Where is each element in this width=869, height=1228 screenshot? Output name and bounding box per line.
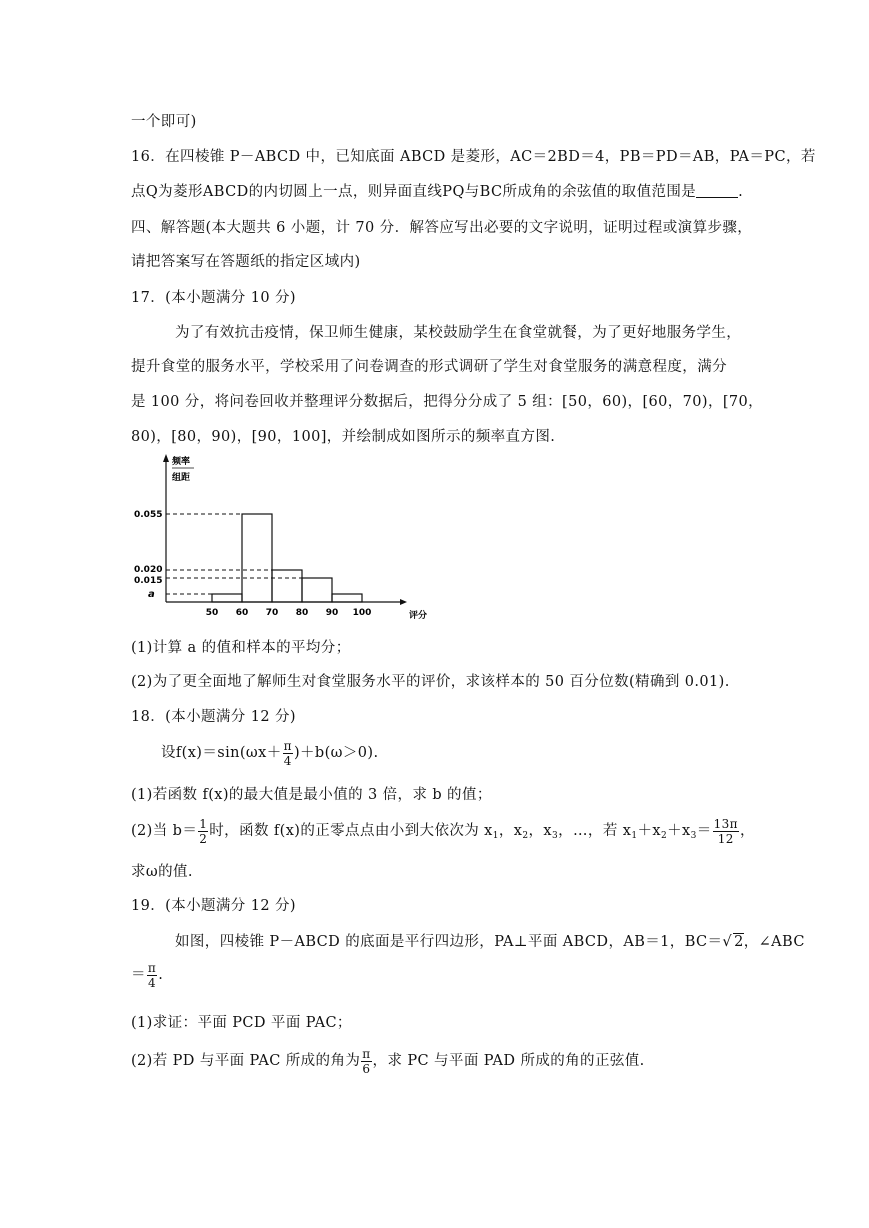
question-17-para-1: 为了有效抗击疫情，保卫师生健康，某校鼓励学生在食堂就餐，为了更好地服务学生， [175, 325, 742, 341]
histogram-bar [242, 514, 272, 602]
question-18-function: 设f(x)＝sin(ωx＋ $\frac{\pi}{4}$ )＋b(ω＞0). [161, 738, 379, 768]
section-4-heading-cont: 请把答案写在答题纸的指定区域内) [131, 254, 361, 270]
x-tick-label: 90 [325, 608, 339, 618]
y-axis-label-bottom: 组距 [172, 473, 191, 483]
question-16-line-1: 16．在四棱锥 P－ABCD 中，已知底面 ABCD 是菱形，AC＝2BD＝4，PB＝PD＝AB，PA＝PC，若 [131, 149, 816, 165]
fraction-13pi-over-12: $\frac{13\pi}{12}$ [713, 816, 738, 846]
question-17-title: 17．(本小题满分 10 分) [131, 290, 296, 306]
x-tick-label: 50 [205, 608, 219, 618]
question-17-para-2: 提升食堂的服务水平，学校采用了问卷调查的形式调研了学生对食堂服务的满意程度，满分 [131, 359, 727, 375]
question-19-title: 19．(本小题满分 12 分) [131, 898, 296, 914]
question-19-para-2: ＝ $\frac{\pi}{4}$ . [131, 960, 164, 990]
histogram-bar [212, 594, 242, 602]
question-18-title: 18．(本小题满分 12 分) [131, 709, 296, 725]
question-19-sub-1: (1)求证：平面 PCD 平面 PAC； [131, 1015, 352, 1031]
question-17-sub-1: (1)计算 a 的值和样本的平均分； [131, 640, 351, 656]
fraction-one-half: $\frac{1}{2}$ [199, 816, 208, 846]
x-axis-label: 评分 [409, 611, 428, 621]
question-16-line-2: 点Q为菱形ABCD的内切圆上一点，则异面直线PQ与BC所成角的余弦值的取值范围是 . [131, 184, 744, 200]
fraction-pi-over-4: $\frac{\pi}{4}$ [283, 738, 292, 768]
section-4-heading: 四、解答题(本大题共 6 小题，计 70 分．解答应写出必要的文字说明，证明过程或演算步骤， [131, 220, 753, 236]
x-tick-label: 60 [235, 608, 249, 618]
y-axis-arrow [163, 454, 169, 462]
histogram-bar [272, 570, 302, 602]
y-tick-label: 0.020 [134, 565, 163, 575]
question-18-sub-1: (1)若函数 f(x)的最大值是最小值的 3 倍，求 b 的值； [131, 787, 492, 803]
x-axis-arrow [400, 599, 407, 605]
fraction-pi-over-4: $\frac{\pi}{4}$ [147, 960, 157, 990]
frequency-histogram [130, 452, 430, 624]
question-18-sub-2-cont: 求ω的值. [131, 864, 193, 880]
question-18-sub-2: (2)当 b＝ $\frac{1}{2}$ 时，函数 f(x)的正零点点由小到大依次为 $x_1$，$x_2$，$x_3$，…，若 $x_1+x_2+x_3=$ $\frac{13\pi}{12}$ ， [131, 816, 755, 846]
answer-blank [696, 183, 738, 198]
question-17-para-4: 80)，[80，90)，[90，100]，并绘制成如图所示的频率直方图. [131, 429, 556, 445]
y-tick-label: 0.015 [134, 576, 163, 586]
y-tick-label: a [148, 589, 155, 600]
question-19-sub-2: (2)若 PD 与平面 PAC 所成的角为 $\frac{\pi}{6}$ ，求 PC 与平面 PAD 所成的角的正弦值. [131, 1046, 645, 1076]
histogram-bar [332, 594, 362, 602]
x-tick-label: 70 [265, 608, 279, 618]
y-axis-label-top: 频率 [172, 457, 191, 467]
histogram-bar [302, 578, 332, 602]
question-17-para-3: 是 100 分，将问卷回收并整理评分数据后，把得分分成了 5 组：[50，60)，[60，70)，[70， [131, 394, 764, 410]
x-tick-label: 100 [352, 608, 372, 618]
x-tick-label: 80 [295, 608, 309, 618]
continuation-text: 一个即可) [131, 114, 197, 130]
y-tick-label: 0.055 [134, 510, 163, 520]
question-17-sub-2: (2)为了更全面地了解师生对食堂服务水平的评价，求该样本的 50 百分位数(精确到 0.01). [131, 674, 730, 690]
fraction-pi-over-6: $\frac{\pi}{6}$ [362, 1046, 371, 1076]
question-19-para-1: 如图，四棱锥 P－ABCD 的底面是平行四边形，PA⊥平面 ABCD，AB＝1，BC＝√ 2，∠ABC [175, 934, 805, 950]
